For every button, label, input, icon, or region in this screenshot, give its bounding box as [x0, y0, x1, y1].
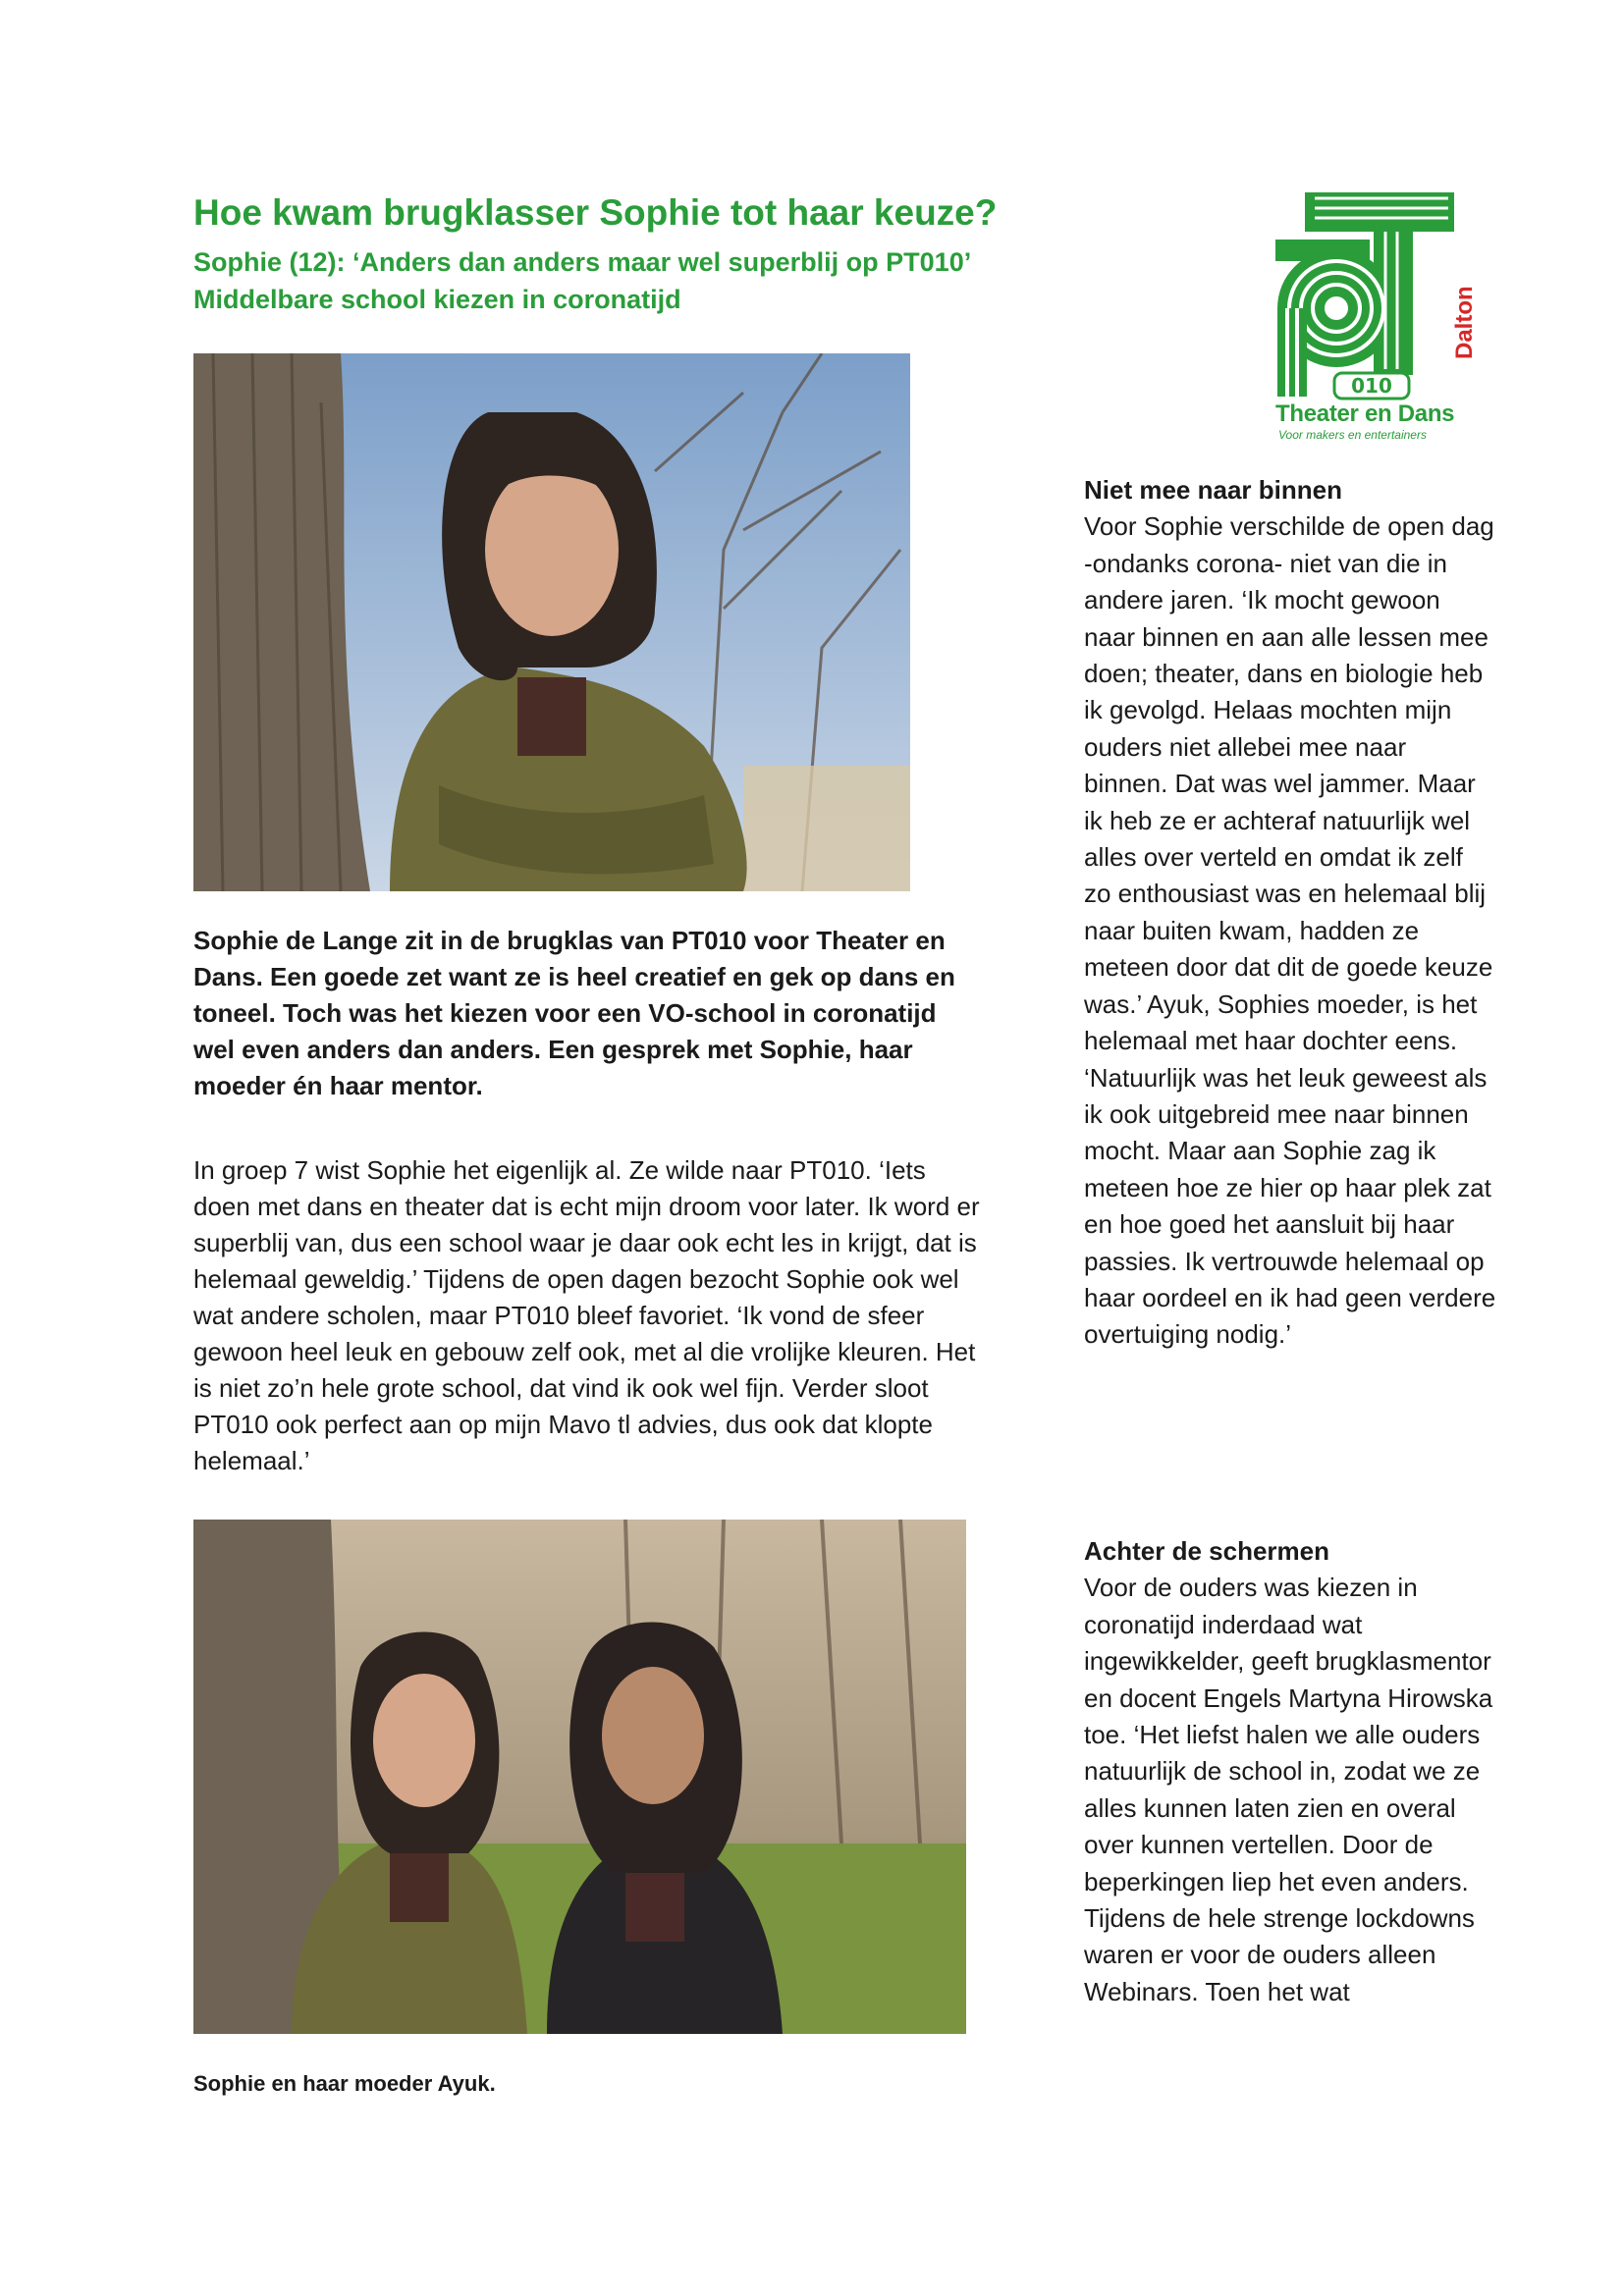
intro-paragraph: Sophie de Lange zit in de brugklas van PT010 voor Theater en Dans. Een goede zet want ze is heel creatief en gek op dans en toneel. Toch was het kiezen voor een VO-school in coronatijd wel even anders dan anders. Een gesprek met Sophie, haar moeder én haar mentor. [193, 926, 955, 1100]
section-heading: Niet mee naar binnen [1084, 475, 1342, 505]
subtitle-line-2: Middelbare school kiezen in coronatijd [193, 285, 681, 314]
body-paragraph-1: In groep 7 wist Sophie het eigenlijk al. Ze wilde naar PT010. ‘Iets doen met dans en theater dat is echt mijn droom voor later. Ik word er superblij van, dus een school waar je daar ook echt les in krijgt, dat is helemaal geweldig.’ Tijdens de open dagen bezocht Sophie ook wel wat andere scholen, maar PT010 bleef favoriet. ‘Ik vond de sfeer gewoon heel leuk en gebouw zelf ook, met al die vrolijke kleuren. Het is niet zo’n hele grote school, dat vind ik ook wel fijn. Verder sloot PT010 ook perfect aan op mijn Mavo tl advies, dus ook dat klopte helemaal.’ [193, 1155, 980, 1475]
section-text: Voor Sophie verschilde de open dag -ondanks corona- niet van die in andere jaren. ‘Ik mocht gewoon naar binnen en aan alle lessen mee doen; theater, dans en biologie heb ik gevolgd. Helaas mochten mijn ouders niet allebei mee naar binnen. Dat was wel jammer. Maar ik heb ze er achteraf natuurlijk wel alles over verteld en omdat ik zelf zo enthousiast was en helemaal blij naar buiten kwam, hadden ze meteen door dat dit de goede keuze was.’ Ayuk, Sophies moeder, is het helemaal met haar dochter eens. ‘Natuurlijk was het leuk geweest als ik ook uitgebreid mee naar binnen mocht. Maar aan Sophie zag ik meteen hoe ze hier op haar plek zat en hoe goed het aansluit bij haar passies. Ik vertrouwde helemaal op haar oordeel en ik had geen verdere overtuiging nodig.’ [1084, 511, 1496, 1350]
article-title: Hoe kwam brugklasser Sophie tot haar keuze? [193, 192, 998, 233]
logo-side-text: Dalton [1451, 286, 1478, 359]
section-niet-mee-naar-binnen [1084, 472, 1496, 1354]
logo-mark-text: 010 [1351, 374, 1392, 398]
portrait-photo-icon [193, 353, 910, 891]
logo-mark [1275, 192, 1454, 399]
portrait-photo-icon [193, 1520, 966, 2034]
article-subtitle [193, 243, 1077, 318]
section-achter-de-schermen [1084, 1533, 1496, 2010]
photo-sophie-tree [193, 353, 910, 891]
photo-caption: Sophie en haar moeder Ayuk. [193, 2071, 496, 2096]
logo-tagline: Voor makers en entertainers [1278, 428, 1427, 442]
logo-name: Theater en Dans [1275, 400, 1455, 427]
section-heading: Achter de schermen [1084, 1536, 1329, 1566]
photo-sophie-and-mother [193, 1520, 966, 2034]
subtitle-line-1: Sophie (12): ‘Anders dan anders maar wel superblij op PT010’ [193, 247, 972, 277]
section-text: Voor de ouders was kiezen in coronatijd inderdaad wat ingewikkelder, geeft brugklasmentor en docent Engels Martyna Hirowska toe. ‘Het liefst halen we alle ouders natuurlijk de school in, zodat we ze alles kunnen laten zien en overal over kunnen vertellen. Door de beperkingen liep het even anders. Tijdens de hele strenge lockdowns waren er voor de ouders alleen Webinars. Toen het wat [1084, 1573, 1493, 2006]
